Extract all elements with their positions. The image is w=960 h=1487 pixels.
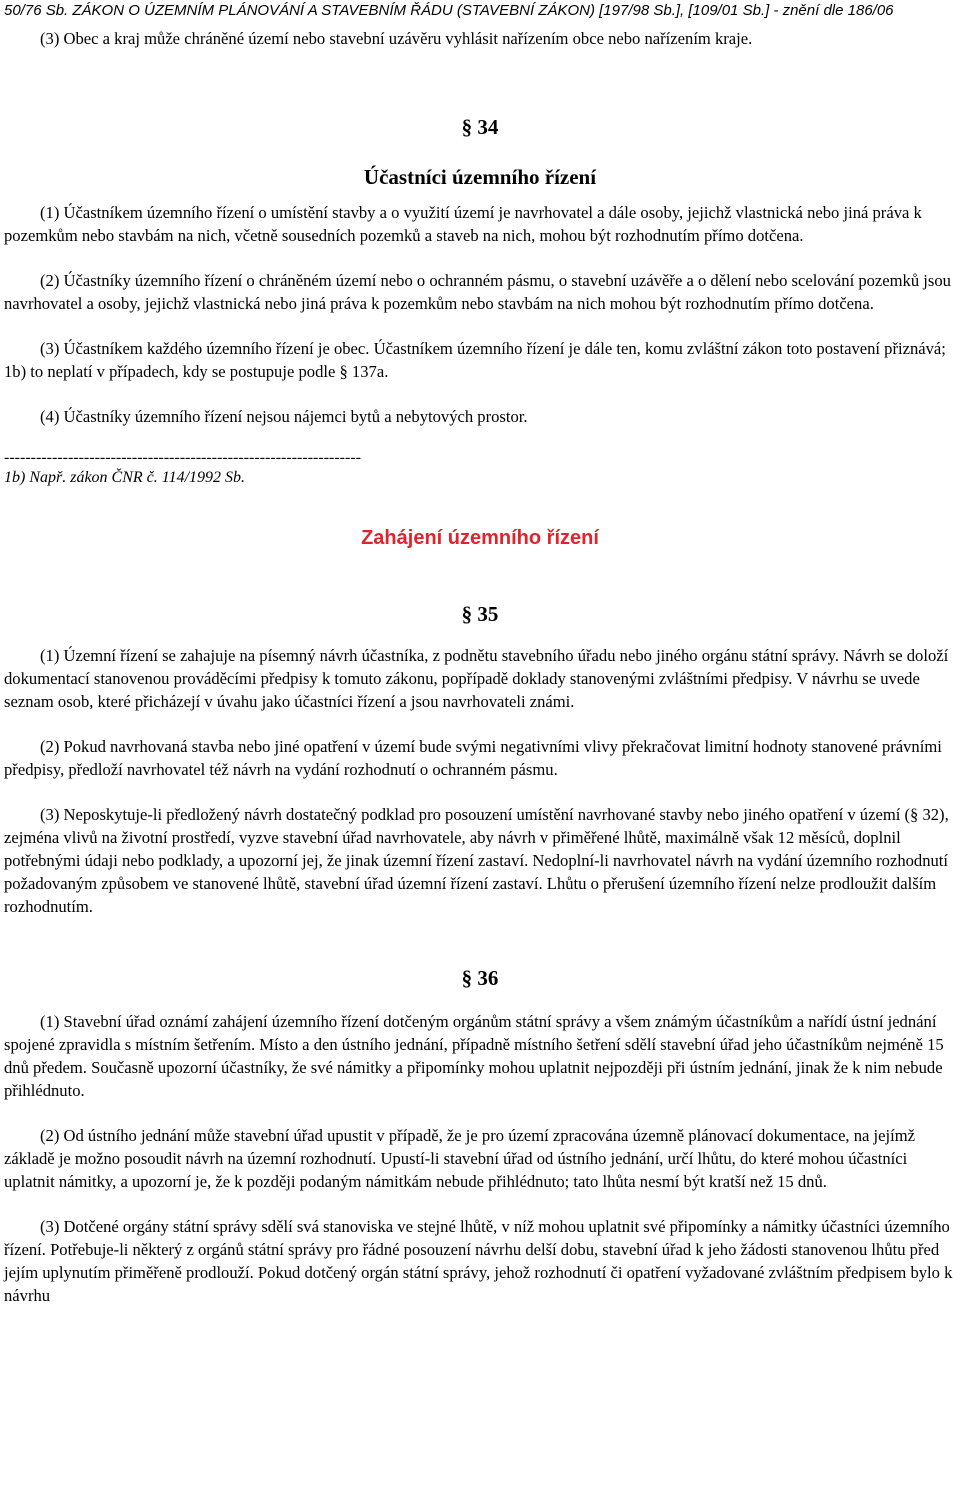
section-34-paragraph-4: (4) Účastníky územního řízení nejsou nájemci bytů a nebytových prostor. [40,407,528,426]
part-heading: Zahájení územního řízení [361,527,599,549]
section-35-heading: § 35 [461,602,499,626]
section-34-paragraph-1: (1) Účastníkem územního řízení o umístění stavby a o využití území je navrhovatel a dále osoby, jejichž vlastnická nebo jiná práva k pozemkům nebo stavbám na nich, včetně sousedních pozemků a staveb na nich, mohou být rozhodnutím přímo dotčena. [4,203,922,245]
section-36-heading: § 36 [461,966,499,990]
section-34-title: Účastníci územního řízení [363,165,597,189]
section-35-paragraph-1: (1) Územní řízení se zahajuje na písemný návrh účastníka, z podnětu stavebního úřadu nebo jiného orgánu státní správy. Návrh se doloží dokumentací stanovenou prováděcími předpisy k tomuto zákonu, popřípadě doklady stanovenými zvláštními předpisy. V návrhu se uvede seznam osob, které přicházejí v úvahu jako účastníci řízení a jsou navrhovateli známi. [4,646,949,711]
section-35-paragraph-3: (3) Neposkytuje-li předložený návrh dostatečný podklad pro posouzení umístění navrhované stavby nebo jiného opatření v území (§ 32), zejména vlivů na životní prostředí, vyzve stavební úřad navrhovatele, aby návrh v přiměřené lhůtě, maximálně však 12 měsíců, doplnil potřebnými údaji nebo podklady, a upozorní jej, že jinak územní řízení zastaví. Nedoplní-li navrhovatel návrh na vydání územního rozhodnutí požadovaným způsobem ve stanovené lhůtě, stavební úřad územní řízení zastaví. Lhůtu o přerušení územního řízení nelze prodloužit dalším rozhodnutím. [4,805,949,916]
section-36-paragraph-1: (1) Stavební úřad oznámí zahájení územního řízení dotčeným orgánům státní správy a všem známým účastníkům a nařídí ústní jednání spojené zpravidla s místním šetřením. Místo a den ústního jednání, případně místního šetření sdělí stavební úřad jeho účastníkům nejméně 15 dnů předem. Současně upozorní účastníky, že své námitky a připomínky mohou uplatnit nejpozději při ústním jednání, jinak že k nim nebude přihlédnuto. [4,1012,944,1100]
document-body [4,27,956,1307]
section-34-paragraph-2: (2) Účastníky územního řízení o chráněném území nebo o ochranném pásmu, o stavební uzávěře a o dělení nebo scelování pozemků jsou navrhovatel a osoby, jejichž vlastnická nebo jiná práva k pozemkům nebo stavbám na nich mohou být rozhodnutím přímo dotčena. [4,271,951,313]
footnote-separator: ------------------------------------------------------------------- [4,449,361,466]
section-36-paragraph-3: (3) Dotčené orgány státní správy sdělí svá stanoviska ve stejné lhůtě, v níž mohou uplatnit své připomínky a námitky účastníci územního řízení. Potřebuje-li některý z orgánů státní správy pro řádné posouzení návrhu delší dobu, stavební úřad k jeho žádosti stanovenou lhůtu před jejím uplynutím přiměřeně prodlouží. Pokud dotčený orgán státní správy, jehož rozhodnutí či opatření vyžadované zvláštním předpisem bylo k návrhu [4,1217,953,1305]
footnote-1b: 1b) Např. zákon ČNR č. 114/1992 Sb. [4,469,246,486]
section-36-paragraph-2: (2) Od ústního jednání může stavební úřad upustit v případě, že je pro území zpracována územně plánovací dokumentace, na jejímž základě je možno posoudit návrh na územní rozhodnutí. Upustí-li stavební úřad od ústního jednání, určí lhůtu, do které mohou účastníci uplatnit námitky, a upozorní je, že k později podaným námitkám nebude přihlédnuto; tato lhůta nesmí být kratší než 15 dnů. [4,1126,916,1191]
page-header: 50/76 Sb. ZÁKON O ÚZEMNÍM PLÁNOVÁNÍ A STAVEBNÍM ŘÁDU (STAVEBNÍ ZÁKON) [197/98 Sb.], [109/01 Sb.] - znění dle 186/06 [4,2,894,19]
intro-paragraph-3: (3) Obec a kraj může chráněné území nebo stavební uzávěru vyhlásit nařízením obce nebo nařízením kraje. [40,29,753,48]
section-34-heading: § 34 [461,115,499,139]
section-34-paragraph-3: (3) Účastníkem každého územního řízení je obec. Účastníkem územního řízení je dále ten, komu zvláštní zákon toto postavení přiznává; 1b) to neplatí v případech, kdy se postupuje podle § 137a. [4,339,946,381]
section-35-paragraph-2: (2) Pokud navrhovaná stavba nebo jiné opatření v území bude svými negativními vlivy překračovat limitní hodnoty stanovené právními předpisy, předloží navrhovatel též návrh na vydání rozhodnutí o ochranném pásmu. [4,737,942,779]
